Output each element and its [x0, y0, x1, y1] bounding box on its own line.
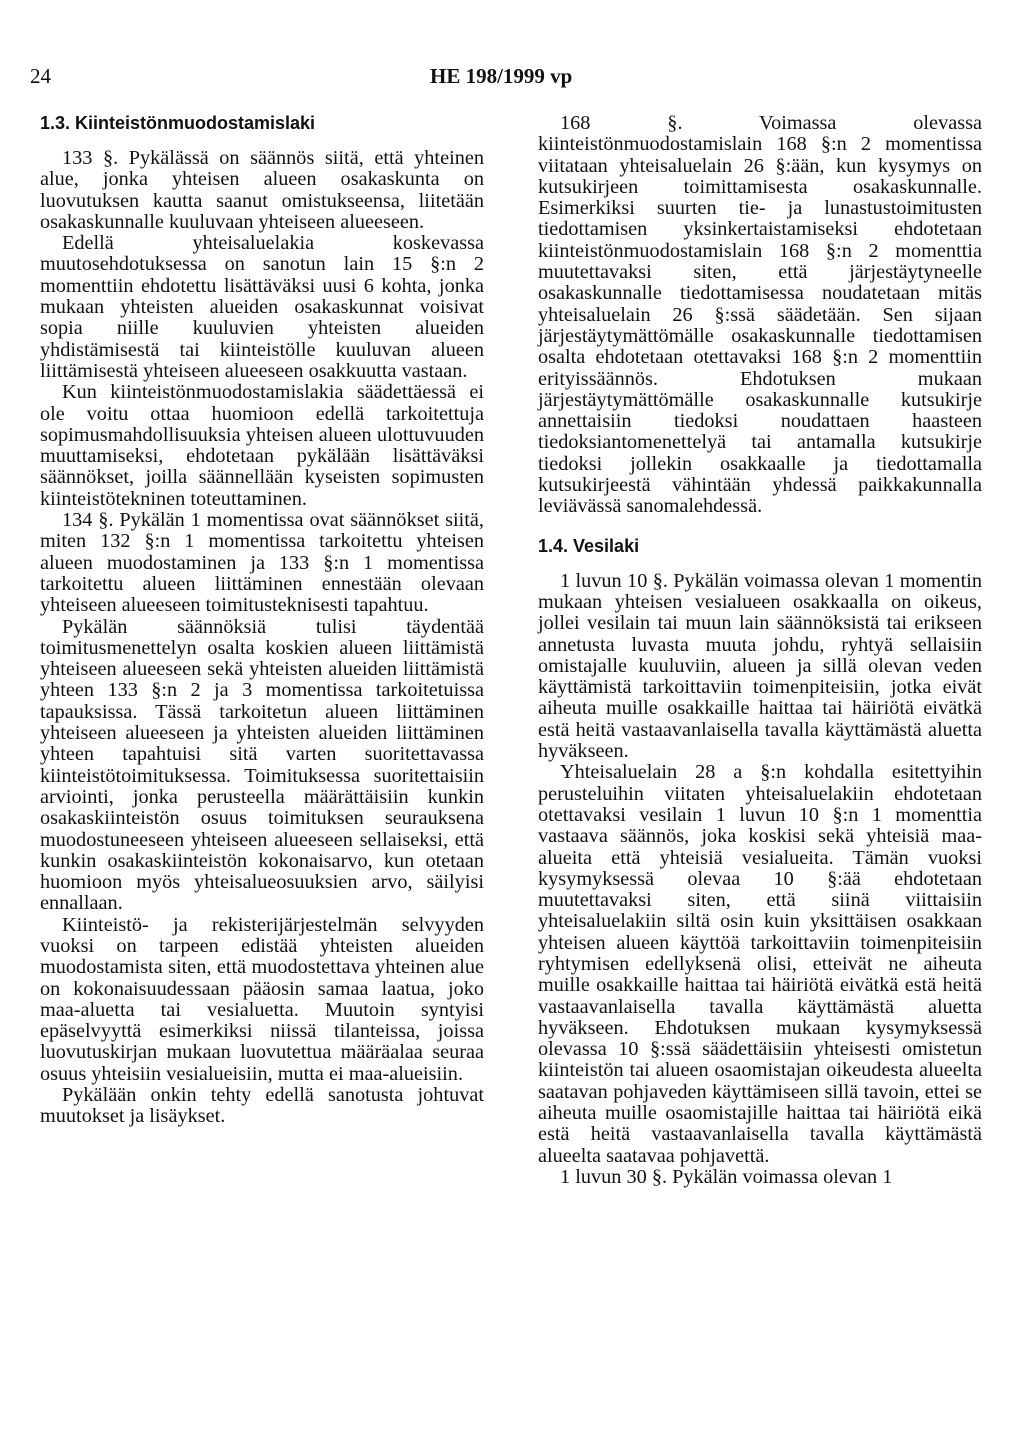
- paragraph: Edellä yhteisaluelakia koskevassa muutosehdotuksessa on sanotun lain 15 §:n 2 momenttiin ehdotettu lisättäväksi uusi 6 kohta, jonka mukaan yhteisten alueiden osakaskunnat voisivat sopia niille kuuluvien yhteisten alueiden yhdistämisestä tai kiinteistölle kuuluvan alueen liittämisestä yhteiseen alueeseen osakkuutta vastaan.: [40, 232, 484, 382]
- paragraph: Kiinteistö- ja rekisterijärjestelmän selvyyden vuoksi on tarpeen edistää yhteisten alueiden muodostamista siten, että muodostettava yhteinen alue on kokonaisuudessaan pääosin samaa laatua, joko maa-aluetta tai vesialuetta. Muutoin syntyisi epäselvyyttä esimerkiksi niissä tilanteissa, joissa luovutuskirjan mukaan luovutettua määräalaa seuraa osuus yhteisiin vesialueisiin, mutta ei maa-alueisiin.: [40, 913, 484, 1085]
- paragraph: Pykälään onkin tehty edellä sanotusta johtuvat muutokset ja lisäykset.: [40, 1084, 484, 1128]
- paragraph: 133 §. Pykälässä on säännös siitä, että yhteinen alue, jonka yhteisen alueen osakaskunta on luovutuksen kautta saanut omistukseensa, liitetään osakaskunnalle kuuluvaan yhteiseen alueeseen.: [40, 147, 484, 233]
- page-number: 24: [30, 64, 51, 88]
- section-heading-kiinteistonmuodostamislaki: 1.3. Kiinteistönmuodostamislaki: [40, 113, 316, 133]
- paragraph: 134 §. Pykälän 1 momentissa ovat säännökset siitä, miten 132 §:n 1 momentissa tarkoitettu yhteisen alueen muodostaminen ja 133 §:n 1 momentissa tarkoitettu alueen liittäminen ennestään olevaan yhteiseen alueeseen toimitusteknisesti tapahtuu.: [40, 509, 484, 617]
- paragraph: 168 §. Voimassa olevassa kiinteistönmuodostamislain 168 §:n 2 momentissa viitataan yhteisaluelain 26 §:ään, kun kysymys on kutsukirjeen toimittamisesta osakaskunnalle. Esimerkiksi suurten tie- ja lunastustoimitusten tiedottamisen yksinkertaistamiseksi ehdotetaan kiinteistönmuodostamislain 168 §:n 2 momenttia muutettavaksi siten, että järjestäytyneelle osakaskunnalle tiedottamisessa noudatetaan mitäs yhteisaluelain 26 §:ssä säädetään. Sen sijaan järjestäytymättömälle osakaskunnalle tiedottamisen osalta ehdotetaan otettavaksi 168 §:n 2 momenttiin erityissäännös. Ehdotuksen mukaan järjestäytymättömälle osakaskunnalle kutsukirje annettaisiin tiedoksi noudattaen haasteen tiedoksiantomenettelyä tai antamalla kutsukirje tiedoksi jollekin osakkaalle ja tiedottamalla kutsukirjeestä vähintään yhdessä paikkakunnalla leviävässä sanomalehdessä.: [538, 112, 982, 518]
- paragraph: Kun kiinteistönmuodostamislakia säädettäessä ei ole voitu ottaa huomioon edellä tarkoitettuja sopimusmahdollisuuksia yhteisen alueen ulottuvuuden muuttamiseksi, ehdotetaan pykälään lisättäväksi säännökset, joilla säännellään kyseisten sopimusten kiinteistötekninen toteuttaminen.: [40, 381, 484, 510]
- left-column: [40, 113, 484, 1128]
- right-column: [538, 113, 982, 1188]
- section-heading-vesilaki: 1.4. Vesilaki: [538, 535, 640, 556]
- paragraph: Pykälän säännöksiä tulisi täydentää toimitusmenettelyn osalta koskien alueen liittämistä yhteiseen alueeseen sekä yhteisten alueiden liittämistä yhteen 133 §:n 2 ja 3 momentissa tarkoitetuissa tapauksissa. Tässä tarkoitetun alueen liittäminen yhteiseen alueeseen ja yhteisten alueiden liittäminen yhteen tapahtuisi sitä varten suoritettavassa kiinteistötoimituksessa. Toimituksessa suoritettaisiin arviointi, jonka perusteella määrättäisiin kunkin osakaskiinteistön osuus toimituksen seurauksena muodostuneeseen yhteiseen alueeseen sellaiseksi, että kunkin osakaskiinteistön kokonaisarvo, kun otetaan huomioon myös yhteisalueosuuksien arvo, säilyisi ennallaan.: [40, 615, 484, 915]
- paragraph: 1 luvun 10 §. Pykälän voimassa olevan 1 momentin mukaan yhteisen vesialueen osakkaalla on oikeus, jollei vesilain tai muun lain säännöksistä tai erikseen annetusta luvasta muuta johdu, ryhtyä sellaisiin omistajalle kuuluviin, alueen ja sillä olevan veden käyttämistä tarkoittaviin toimenpiteisiin, jotka eivät aiheuta muille osakkaille haittaa tai häiriötä eivätkä estä heitä vastaavanlaisella tavalla käyttämästä aluetta hyväkseen.: [538, 569, 982, 763]
- paragraph: Yhteisaluelain 28 a §:n kohdalla esitettyihin perusteluihin viitaten yhteisaluelakiin ehdotetaan otettavaksi vesilain 1 luvun 10 §:n 1 momenttia vastaava säännös, joka koskisi sekä yhteisiä maa-alueita että yhteisiä vesialueita. Tämän vuoksi kysymyksessä olevaa 10 §:ää ehdotetaan muutettavaksi siten, että siinä viittaisiin yhteisaluelakiin siltä osin kuin yksittäisen osakkaan yhteisen alueen käyttöä tarkoittaviin toimenpiteisiin ryhtymisen edellyksenä olisi, etteivät ne aiheuta muille osakkaille haittaa tai häiriötä eivätkä estä heitä vastaavanlaisella tavalla käyttämästä aluetta hyväkseen. Ehdotuksen mukaan kysymyksessä olevassa 10 §:ssä säädettäisiin yhteisesti omistetun kiinteistön tai alueen osaomistajan oikeudesta alueelta saatavan pohjaveden käyttämiseen sillä tavoin, ettei se aiheuta muille osaomistajille haittaa tai häiriötä eikä estä heitä vastaavanlaisella tavalla käyttämästä alueelta saatavaa pohjavettä.: [538, 761, 982, 1167]
- document-id: HE 198/1999 vp: [430, 64, 573, 88]
- paragraph: 1 luvun 30 §. Pykälän voimassa olevan 1: [560, 1165, 893, 1188]
